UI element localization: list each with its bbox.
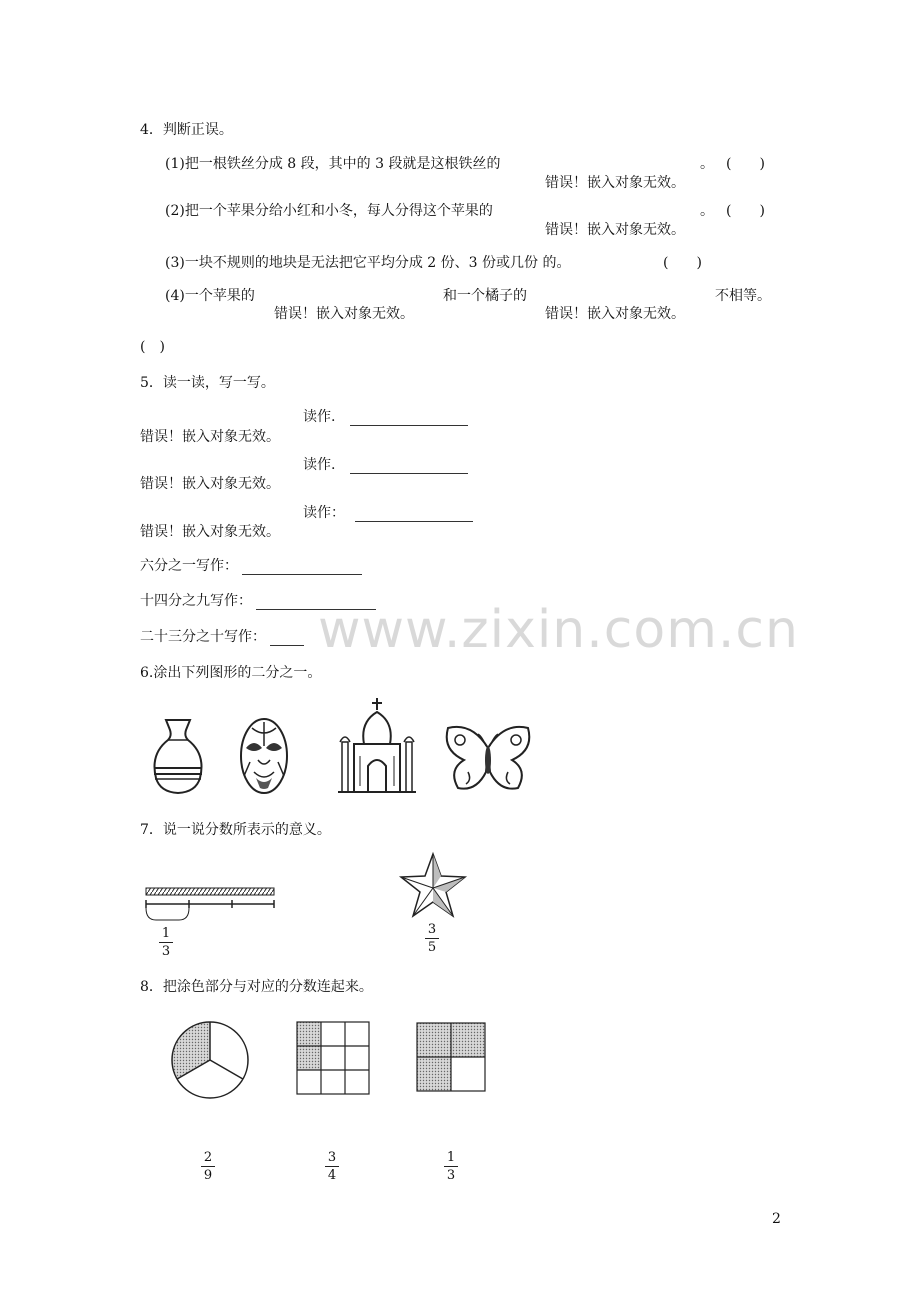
q4-item-4-end: 不相等。: [715, 288, 771, 304]
q4-title: 4．判断正误。: [140, 122, 233, 138]
q5-read-row-1: [303, 408, 468, 426]
q5-write-label-1: 六分之一写作：: [140, 558, 238, 574]
q7-fraction-1: [156, 926, 176, 959]
q5-write-label-3: 二十三分之十写作：: [140, 629, 266, 645]
q4-item-4-error-a: 错误！嵌入对象无效。: [274, 306, 414, 322]
q8-fraction-2-numerator: 3: [327, 1150, 337, 1165]
mosque-figure[interactable]: [334, 696, 420, 796]
q8-fraction-2-denominator: 4: [327, 1168, 337, 1183]
q5-read-blank-3[interactable]: [355, 505, 473, 522]
q8-fraction-3[interactable]: [441, 1150, 461, 1183]
q8-fraction-2[interactable]: [322, 1150, 342, 1183]
q4-item-1-answer-paren[interactable]: ( ): [726, 156, 765, 172]
q5-title: 5．读一读，写一写。: [140, 375, 275, 391]
q4-item-4-answer-paren[interactable]: ( ): [140, 339, 165, 355]
q5-read-row-3: [303, 504, 473, 522]
q4-item-1: (1)把一根铁丝分成 8 段，其中的 3 段就是这根铁丝的: [165, 156, 501, 172]
opera-mask-figure[interactable]: [238, 716, 290, 796]
q5-read-label-2: 读作.: [303, 457, 336, 473]
q7-title: 7．说一说分数所表示的意义。: [140, 822, 331, 838]
q5-read-blank-1[interactable]: [350, 409, 468, 426]
q4-item-2-period: 。: [700, 203, 714, 219]
q8-fraction-1-numerator: 2: [203, 1150, 213, 1165]
q7-fraction-2-numerator: 3: [427, 922, 437, 937]
q5-write-row-3: [140, 628, 304, 646]
q4-item-2: (2)把一个苹果分给小红和小冬，每人分得这个苹果的: [165, 203, 493, 219]
q8-fraction-1-denominator: 9: [203, 1168, 213, 1183]
butterfly-figure[interactable]: [442, 722, 534, 794]
vase-figure[interactable]: [146, 716, 210, 796]
q5-write-blank-1[interactable]: [242, 558, 362, 575]
q7-fraction-2: [422, 922, 442, 955]
q4-item-3-answer-paren[interactable]: ( ): [663, 255, 702, 271]
q6-title: 6.涂出下列图形的二分之一。: [140, 665, 322, 681]
q8-fraction-3-denominator: 3: [446, 1168, 456, 1183]
q5-write-label-2: 十四分之九写作：: [140, 593, 252, 609]
q4-item-2-answer-paren[interactable]: ( ): [726, 203, 765, 219]
q5-read-label-3: 读作：: [303, 505, 345, 521]
q7-fraction-2-denominator: 5: [427, 940, 437, 955]
q8-title: 8．把涂色部分与对应的分数连起来。: [140, 979, 373, 995]
q4-item-1-period: 。: [700, 156, 714, 172]
q5-error-2: 错误！嵌入对象无效。: [140, 476, 280, 492]
q4-item-2-error: 错误！嵌入对象无效。: [545, 222, 685, 238]
q4-item-1-error: 错误！嵌入对象无效。: [545, 175, 685, 191]
grid-3x3-figure[interactable]: [296, 1021, 370, 1095]
star-figure[interactable]: [398, 852, 468, 922]
q8-fraction-1[interactable]: [198, 1150, 218, 1183]
q4-item-3: (3)一块不规则的地块是无法把它平均分成 2 份、3 份或几份 的。: [165, 255, 571, 271]
q7-fraction-1-numerator: 1: [161, 926, 171, 941]
q5-read-row-2: [303, 456, 468, 474]
q5-write-blank-3[interactable]: [270, 629, 304, 646]
q4-item-4: (4)一个苹果的: [165, 288, 255, 304]
q4-item-4-error-b: 错误！嵌入对象无效。: [545, 306, 685, 322]
q5-write-row-1: [140, 557, 362, 575]
grid-2x2-figure[interactable]: [416, 1022, 486, 1092]
q4-item-4-mid: 和一个橘子的: [443, 288, 527, 304]
q5-error-3: 错误！嵌入对象无效。: [140, 524, 280, 540]
q7-fraction-1-denominator: 3: [161, 944, 171, 959]
watermark: www.zixin.com.cn: [318, 600, 799, 660]
q5-read-label-1: 读作.: [303, 409, 336, 425]
circle-figure[interactable]: [170, 1020, 250, 1100]
segment-bar-figure[interactable]: [144, 886, 278, 926]
q5-error-1: 错误！嵌入对象无效。: [140, 429, 280, 445]
page-number: 2: [772, 1211, 781, 1227]
q5-read-blank-2[interactable]: [350, 457, 468, 474]
q8-fraction-3-numerator: 1: [446, 1150, 456, 1165]
